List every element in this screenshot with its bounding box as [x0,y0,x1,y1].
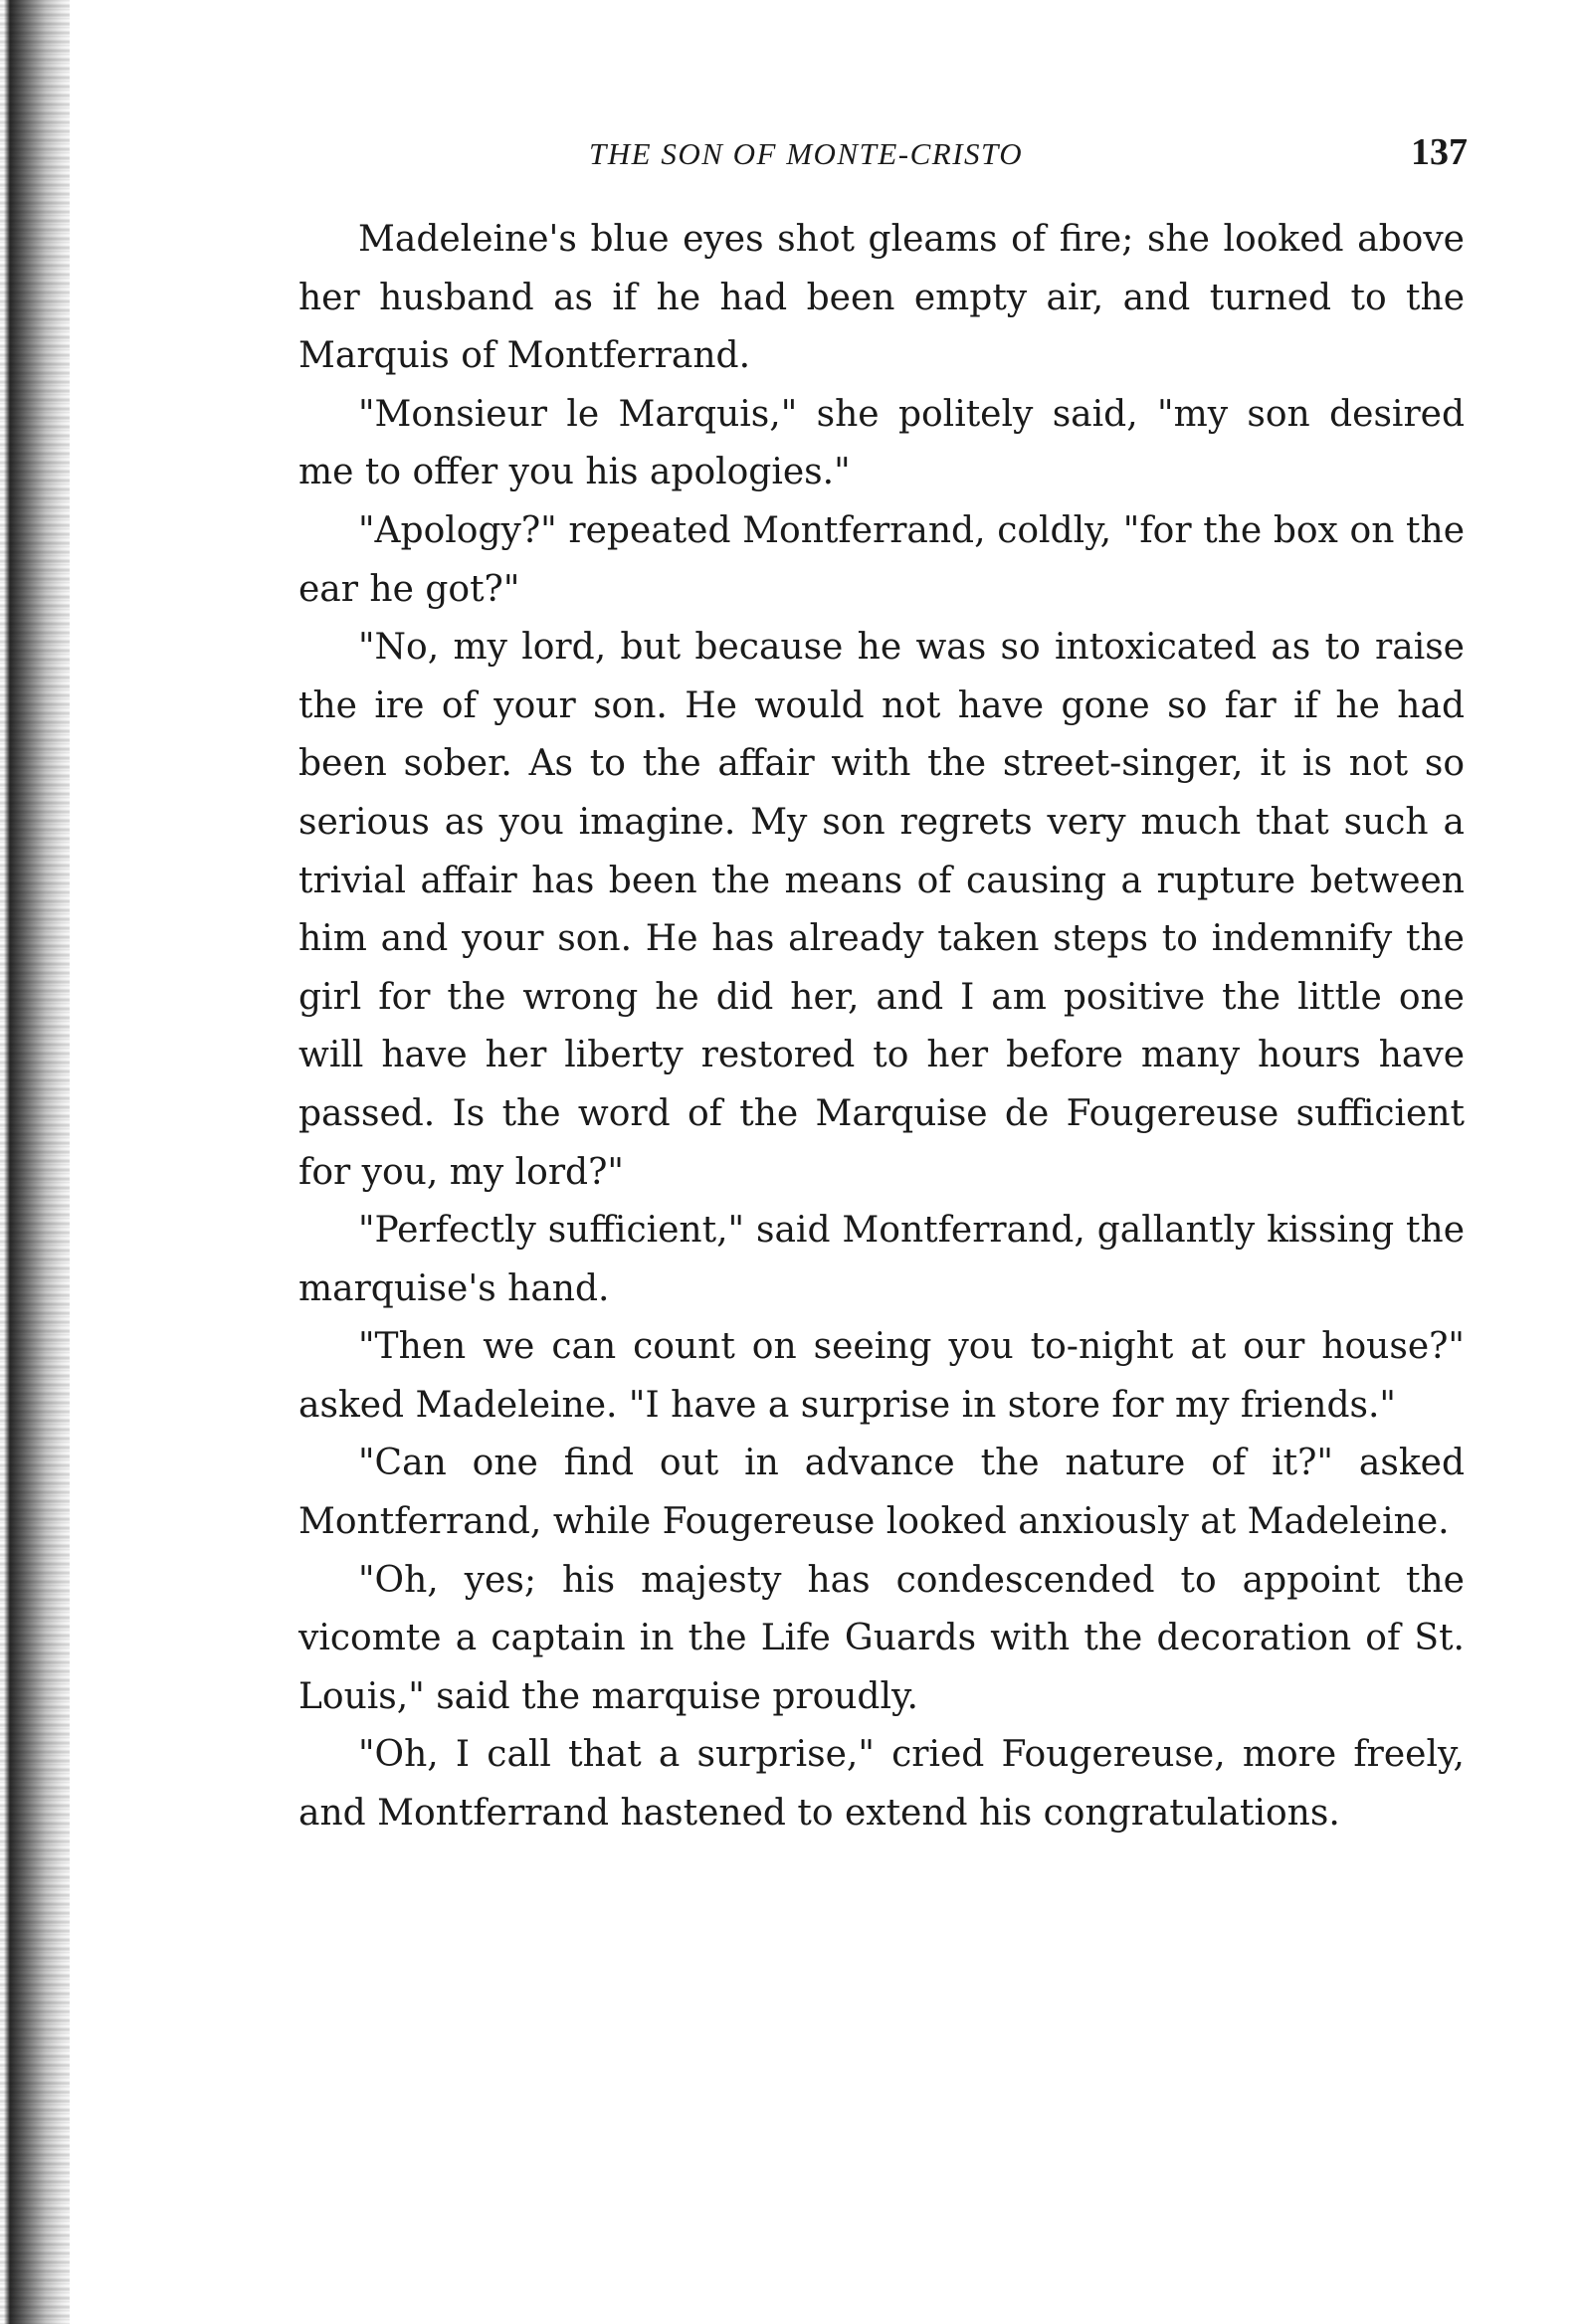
paragraph: "No, my lord, but because he was so intoxicated as to raise the ire of your son. He would not have gone so far if he had been sober. As to the affair with the street-singer, it is not so serious as you imagine. My son regrets very much that such a trivial affair has been the means of causing a rupture between him and your son. He has already taken steps to indemnify the girl for the wrong he did her, and I am positive the little one will have her liberty restored to her before many hours have passed. Is the word of the Marquise de Fougereuse sufficient for you, my lord?" [298,627,1465,1193]
paragraph: "Oh, I call that a surprise," cried Fougereuse, more freely, and Montferrand hastened to extend his congratulations. [298,1734,1465,1835]
paragraph: Madeleine's blue eyes shot gleams of fire; she looked above her husband as if he had been empty air, and turned to the Marquis of Montferrand. [298,219,1465,377]
paragraph: "Oh, yes; his majesty has condescended to appoint the vicomte a captain in the Life Guards with the decoration of St. Louis," said the marquise proudly. [298,1559,1465,1717]
paragraph: "Perfectly sufficient," said Montferrand, gallantly kissing the marquise's hand. [298,1210,1465,1309]
book-binding-shadow [0,0,70,2324]
paragraph: "Apology?" repeated Montferrand, coldly, "for the box on the ear he got?" [298,509,1465,610]
paragraph: "Monsieur le Marquis," she politely said, "my son desired me to offer you his apologies." [298,393,1465,493]
page-number: 137 [1411,131,1468,173]
page-header [298,131,1468,184]
body-text [298,211,1465,1843]
paragraph: "Then we can count on seeing you to-night at our house?" asked Madeleine. "I have a surprise in store for my friends." [298,1326,1465,1426]
paragraph: "Can one find out in advance the nature of it?" asked Montferrand, while Fougereuse looked anxiously at Madeleine. [298,1443,1465,1543]
running-title: THE SON OF MONTE-CRISTO [589,136,1024,171]
